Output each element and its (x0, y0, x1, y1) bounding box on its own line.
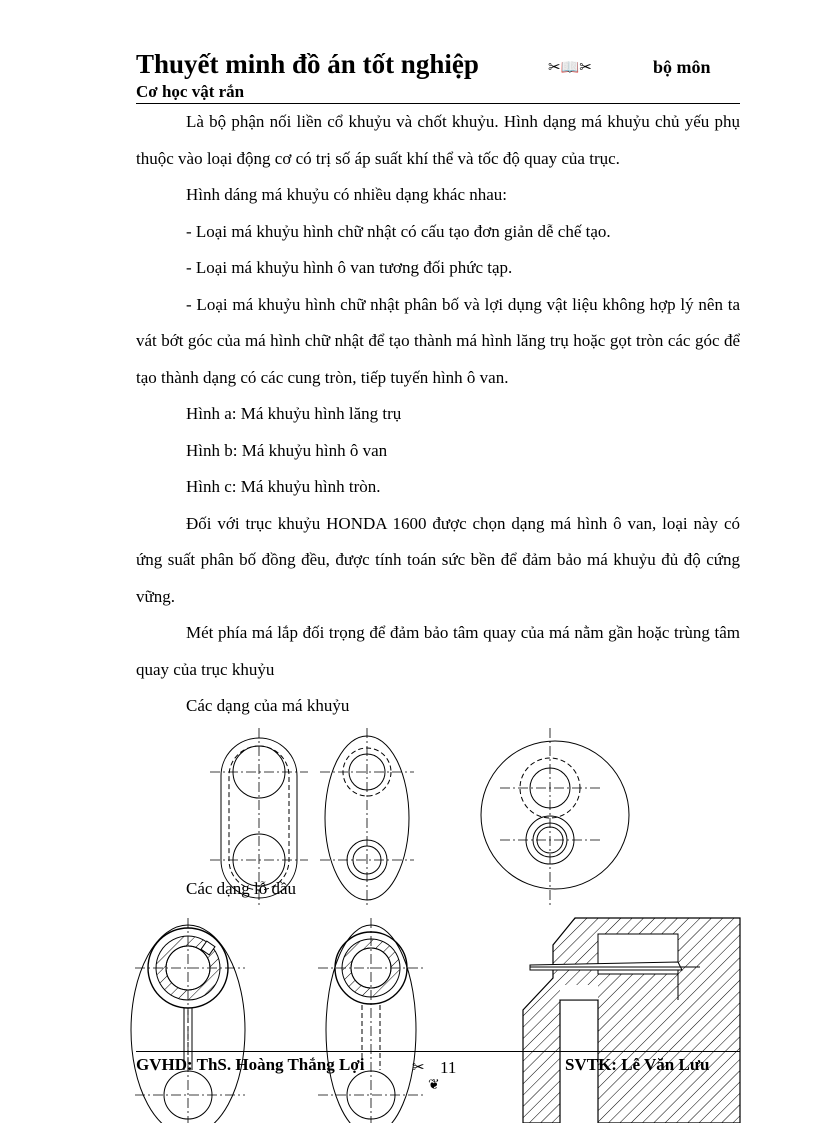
page-number: 11 (440, 1058, 457, 1077)
department-label: bộ môn (653, 57, 711, 77)
paragraph: Hình dáng má khuỷu có nhiều dạng khác nhau: (186, 185, 508, 204)
paragraph: Hình c: Má khuỷu hình tròn. (186, 477, 381, 496)
footer-divider (136, 1051, 740, 1052)
paragraph: Là bộ phận nối liền cổ khuỷu và chốt khuỷu. Hình dạng má khuỷu chủ yếu phụ thuộc vào loại động cơ có trị số áp suất khí thể và tốc độ quay của trục. (136, 112, 740, 168)
paragraph: Đối với trục khuỷu HONDA 1600 được chọn dạng má hình ô van, loại này có ứng suất phân bố đồng đều, được tính toán sức bền để đảm bảo má khuỷu đủ độ cứng vững. (136, 513, 740, 606)
paragraph: - Loại má khuỷu hình chữ nhật phân bố và lợi dụng vật liệu không hợp lý nên ta vát bớt góc của má hình chữ nhật để tạo thành má hình lăng trụ hoặc gọt tròn các góc để tạo thành dạng có các cung tròn, tiếp tuyến hình ô van. (136, 294, 740, 387)
crank-web-oval-drawing (320, 728, 414, 905)
document-title: Thuyết minh đồ án tốt nghiệp (136, 49, 479, 79)
paragraph: Hình a: Má khuỷu hình lăng trụ (186, 404, 402, 423)
oil-hole-section-drawing (523, 918, 740, 1123)
paragraph: Mét phía má lắp đối trọng để đảm bảo tâm quay của má nằm gần hoặc trùng tâm quay của trục khuỷu (136, 623, 740, 679)
oil-hole-drawing-2 (318, 918, 424, 1123)
subject-label: Cơ học vật rắn (136, 82, 245, 101)
scissors-ornament-icon: ✂ (412, 1060, 425, 1076)
crank-web-round-drawing (481, 728, 629, 905)
student-label: SVTK: Lê Văn Lưu (565, 1055, 710, 1074)
paragraph: - Loại má khuỷu hình chữ nhật có cấu tạo đơn giản dễ chế tạo. (186, 221, 611, 241)
advisor-label: GVHD: ThS. Hoàng Thắng Lợi (136, 1055, 365, 1074)
paragraph: Hình b: Má khuỷu hình ô van (186, 440, 388, 460)
figure-caption-oil-holes: Các dạng lỗ dầu (186, 879, 296, 898)
fleuron-ornament-icon: ❦ (428, 1078, 440, 1093)
book-ornament-icon: ✂📖✂ (548, 60, 592, 76)
paragraph: - Loại má khuỷu hình ô van tương đối phức tạp. (186, 258, 513, 277)
oil-hole-drawing-1 (131, 918, 245, 1123)
figure-caption-crank-webs: Các dạng của má khuỷu (186, 696, 350, 715)
